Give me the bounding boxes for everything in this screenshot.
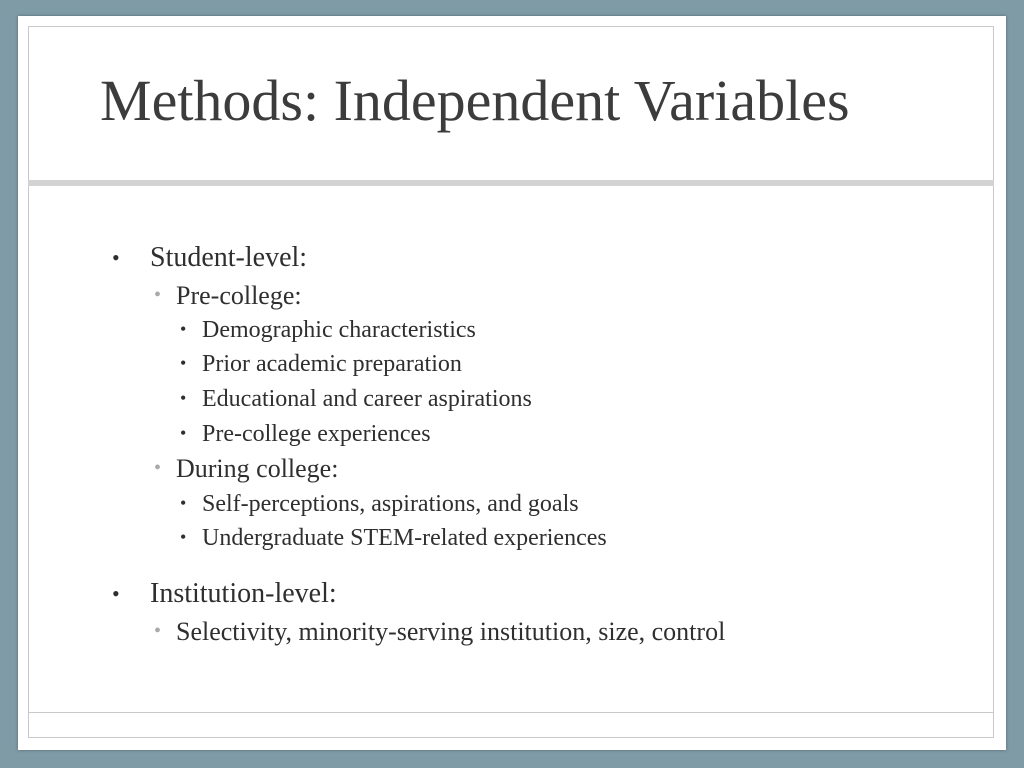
bullet-marker: • (180, 353, 187, 373)
bullet-text: Demographic characteristics (202, 317, 476, 343)
bullet-marker: • (154, 284, 162, 306)
bullet-marker: • (180, 527, 187, 547)
slide-body (18, 16, 1006, 750)
bullet-prior-academic (180, 351, 462, 377)
bullet-marker: • (154, 457, 162, 479)
bullet-marker: • (180, 319, 187, 339)
bullet-text: Educational and career aspirations (202, 386, 532, 412)
bullet-text: Self-perceptions, aspirations, and goals (202, 491, 579, 517)
bullet-marker: • (180, 388, 187, 408)
bullet-institution-level (112, 578, 337, 609)
bullet-pre-college (154, 281, 302, 310)
bullet-marker: • (154, 620, 162, 642)
bullet-text: During college: (176, 454, 339, 483)
bullet-pre-college-experiences (180, 421, 431, 447)
bullet-undergrad-stem (180, 525, 607, 551)
bullet-aspirations (180, 386, 532, 412)
bullet-marker: • (112, 581, 120, 606)
bullet-text: Pre-college experiences (202, 421, 431, 447)
slide (18, 16, 1006, 750)
bullet-student-level (112, 242, 308, 273)
bullet-text: Undergraduate STEM-related experiences (202, 525, 607, 551)
bullet-marker: • (180, 423, 187, 443)
bullet-text: Institution-level: (150, 578, 337, 609)
bullet-text: Selectivity, minority-serving institution, size, control (176, 617, 726, 646)
bullet-during-college (154, 454, 339, 483)
bullet-self-perceptions (180, 491, 579, 517)
bullet-demographic (180, 317, 476, 343)
bullet-text: Prior academic preparation (202, 351, 462, 377)
bullet-marker: • (112, 245, 120, 270)
bullet-text: Student-level: (150, 242, 308, 273)
bullet-text: Pre-college: (176, 281, 302, 310)
slide-title: Methods: Independent Variables (100, 68, 850, 133)
bullet-marker: • (180, 493, 187, 513)
bullet-institution-factors (154, 617, 726, 646)
